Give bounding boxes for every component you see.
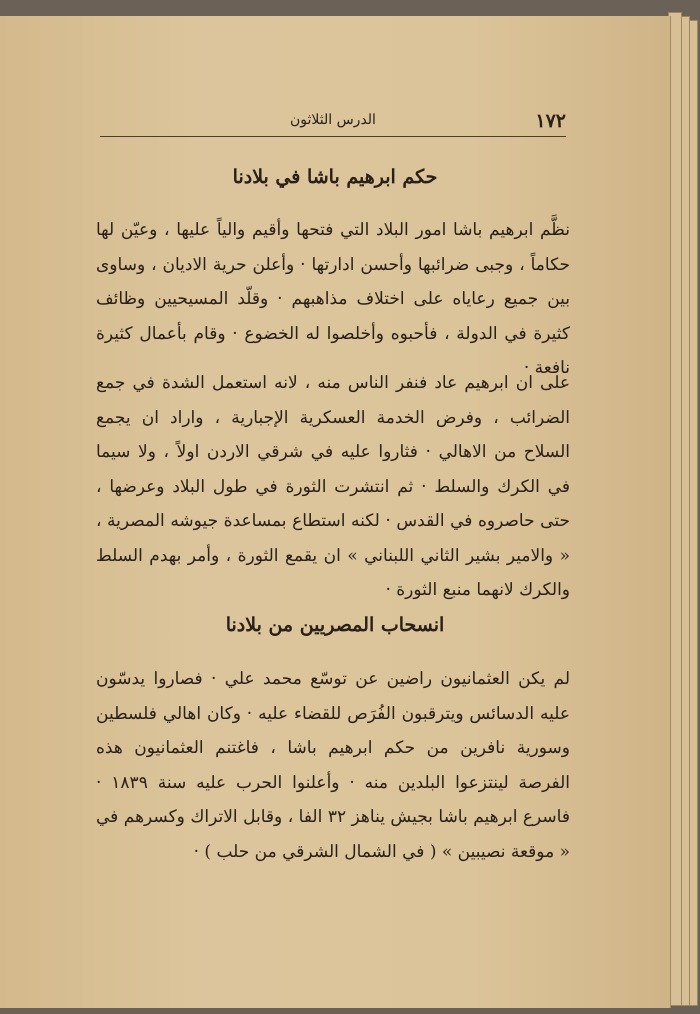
paragraph: نظَّم ابرهيم باشا امور البلاد التي فتحها وأقيم والياً عليها ، وعيّن لها حكاماً ، وجبى ضرائبها وأحسن ادارتها · وأعلن حرية الاديان ، وساوى بين جميع رعاياه على اختلاف مذاهبهم · وقلّد المسيحيين وظائف كثيرة في الدولة ، فأحبوه وأخلصوا له الخضوع · وقام بأعمال كثيرة نافعة · — [96, 220, 570, 378]
running-title: الدرس الثلاثون — [290, 112, 376, 128]
page-header — [100, 108, 566, 137]
paragraph: لم يكن العثمانيون راضين عن توسّع محمد علي · فصاروا يدسّون عليه الدسائس ويترقبون الفُرَص للقضاء عليه · وكان اهالي فلسطين وسورية نافرين من حكم ابرهيم باشا ، فاغتنم العثمانيون هذه الفرصة لينتزعوا البلدين منه · وأعلنوا الحرب عليه سنة ١٨٣٩ · فاسرع ابرهيم باشا بجيش يناهز ٣٢ الفا ، وقابل الاتراك وكسرهم في « موقعة نصيبين » ( في الشمال الشرقي من حلب ) · — [96, 669, 570, 862]
page-number: ١٧٢ — [535, 110, 566, 132]
section-heading: انسحاب المصريين من بلادنا — [225, 614, 445, 636]
section-heading: حكم ابرهيم باشا في بلادنا — [232, 166, 438, 188]
book-page — [0, 16, 671, 1008]
paragraph: على ان ابرهيم عاد فنفر الناس منه ، لانه استعمل الشدة في جمع الضرائب ، وفرض الخدمة العسكرية الإجبارية ، واراد ان يجمع السلاح من الاهالي · فثاروا عليه في شرقي الاردن اولاً ، ولا سيما في الكرك والسلط · ثم انتشرت الثورة في طول البلاد وعرضها ، حتى حاصروه في القدس · لكنه استطاع بمساعدة جيوشه المصرية ، « والامير بشير الثاني اللبناني » ان يقمع الثورة ، وأمر بهدم السلط والكرك لانهما منبع الثورة · — [96, 373, 570, 600]
book-page-stack — [0, 6, 700, 1014]
